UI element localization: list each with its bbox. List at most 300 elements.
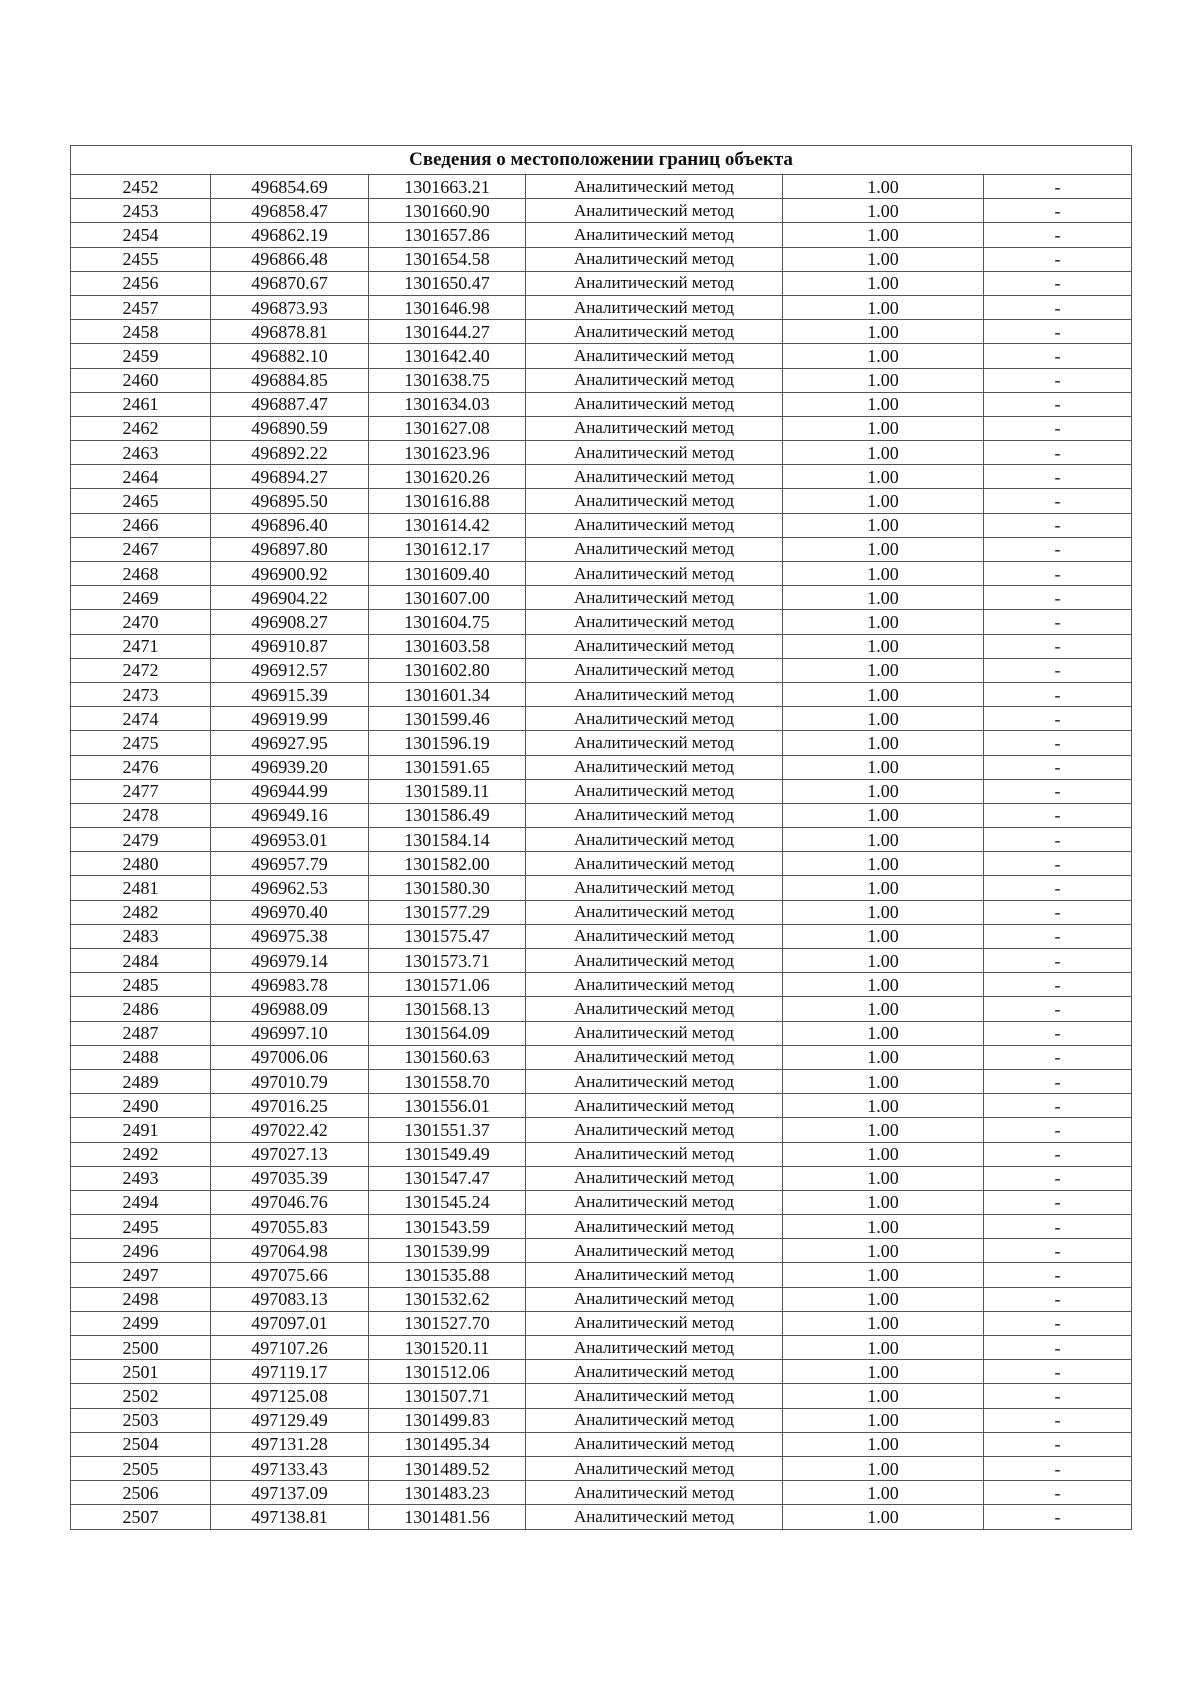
y-coordinate-cell: 1301571.06 xyxy=(369,973,526,997)
precision-cell: 1.00 xyxy=(783,1094,984,1118)
method-cell: Аналитический метод xyxy=(526,1215,783,1239)
y-coordinate-cell: 1301584.14 xyxy=(369,828,526,852)
precision-cell: 1.00 xyxy=(783,755,984,779)
point-number-cell: 2497 xyxy=(71,1263,211,1287)
x-coordinate-cell: 496895.50 xyxy=(211,489,369,513)
description-cell: - xyxy=(984,1166,1132,1190)
table-row xyxy=(71,876,1132,900)
precision-cell: 1.00 xyxy=(783,271,984,295)
table-row xyxy=(71,924,1132,948)
description-cell: - xyxy=(984,1456,1132,1480)
x-coordinate-cell: 496904.22 xyxy=(211,586,369,610)
description-cell: - xyxy=(984,828,1132,852)
y-coordinate-cell: 1301547.47 xyxy=(369,1166,526,1190)
method-cell: Аналитический метод xyxy=(526,199,783,223)
method-cell: Аналитический метод xyxy=(526,1045,783,1069)
precision-cell: 1.00 xyxy=(783,803,984,827)
precision-cell: 1.00 xyxy=(783,1336,984,1360)
point-number-cell: 2506 xyxy=(71,1481,211,1505)
y-coordinate-cell: 1301642.40 xyxy=(369,344,526,368)
precision-cell: 1.00 xyxy=(783,900,984,924)
table-row xyxy=(71,175,1132,199)
description-cell: - xyxy=(984,731,1132,755)
precision-cell: 1.00 xyxy=(783,416,984,440)
x-coordinate-cell: 496900.92 xyxy=(211,562,369,586)
x-coordinate-cell: 496983.78 xyxy=(211,973,369,997)
method-cell: Аналитический метод xyxy=(526,1432,783,1456)
description-cell: - xyxy=(984,199,1132,223)
description-cell: - xyxy=(984,658,1132,682)
x-coordinate-cell: 497075.66 xyxy=(211,1263,369,1287)
precision-cell: 1.00 xyxy=(783,1190,984,1214)
method-cell: Аналитический метод xyxy=(526,900,783,924)
precision-cell: 1.00 xyxy=(783,924,984,948)
point-number-cell: 2487 xyxy=(71,1021,211,1045)
description-cell: - xyxy=(984,368,1132,392)
y-coordinate-cell: 1301627.08 xyxy=(369,416,526,440)
method-cell: Аналитический метод xyxy=(526,295,783,319)
description-cell: - xyxy=(984,1190,1132,1214)
method-cell: Аналитический метод xyxy=(526,247,783,271)
y-coordinate-cell: 1301599.46 xyxy=(369,707,526,731)
point-number-cell: 2472 xyxy=(71,658,211,682)
method-cell: Аналитический метод xyxy=(526,1166,783,1190)
table-row xyxy=(71,634,1132,658)
table-row xyxy=(71,852,1132,876)
method-cell: Аналитический метод xyxy=(526,271,783,295)
table-row xyxy=(71,803,1132,827)
y-coordinate-cell: 1301586.49 xyxy=(369,803,526,827)
description-cell: - xyxy=(984,1287,1132,1311)
precision-cell: 1.00 xyxy=(783,465,984,489)
point-number-cell: 2473 xyxy=(71,682,211,706)
point-number-cell: 2491 xyxy=(71,1118,211,1142)
point-number-cell: 2463 xyxy=(71,441,211,465)
description-cell: - xyxy=(984,610,1132,634)
point-number-cell: 2493 xyxy=(71,1166,211,1190)
description-cell: - xyxy=(984,295,1132,319)
x-coordinate-cell: 496873.93 xyxy=(211,295,369,319)
description-cell: - xyxy=(984,392,1132,416)
method-cell: Аналитический метод xyxy=(526,392,783,416)
method-cell: Аналитический метод xyxy=(526,562,783,586)
y-coordinate-cell: 1301560.63 xyxy=(369,1045,526,1069)
table-row xyxy=(71,223,1132,247)
table-row xyxy=(71,610,1132,634)
precision-cell: 1.00 xyxy=(783,610,984,634)
point-number-cell: 2495 xyxy=(71,1215,211,1239)
method-cell: Аналитический метод xyxy=(526,779,783,803)
description-cell: - xyxy=(984,973,1132,997)
point-number-cell: 2489 xyxy=(71,1069,211,1093)
point-number-cell: 2500 xyxy=(71,1336,211,1360)
description-cell: - xyxy=(984,707,1132,731)
x-coordinate-cell: 496890.59 xyxy=(211,416,369,440)
description-cell: - xyxy=(984,1045,1132,1069)
table-row xyxy=(71,562,1132,586)
x-coordinate-cell: 496944.99 xyxy=(211,779,369,803)
table-row xyxy=(71,465,1132,489)
x-coordinate-cell: 497035.39 xyxy=(211,1166,369,1190)
table-row xyxy=(71,271,1132,295)
x-coordinate-cell: 497097.01 xyxy=(211,1311,369,1335)
y-coordinate-cell: 1301620.26 xyxy=(369,465,526,489)
point-number-cell: 2453 xyxy=(71,199,211,223)
point-number-cell: 2466 xyxy=(71,513,211,537)
y-coordinate-cell: 1301499.83 xyxy=(369,1408,526,1432)
y-coordinate-cell: 1301654.58 xyxy=(369,247,526,271)
y-coordinate-cell: 1301616.88 xyxy=(369,489,526,513)
method-cell: Аналитический метод xyxy=(526,828,783,852)
description-cell: - xyxy=(984,1408,1132,1432)
description-cell: - xyxy=(984,1118,1132,1142)
point-number-cell: 2477 xyxy=(71,779,211,803)
x-coordinate-cell: 496894.27 xyxy=(211,465,369,489)
precision-cell: 1.00 xyxy=(783,828,984,852)
description-cell: - xyxy=(984,247,1132,271)
method-cell: Аналитический метод xyxy=(526,465,783,489)
method-cell: Аналитический метод xyxy=(526,1336,783,1360)
precision-cell: 1.00 xyxy=(783,368,984,392)
table-row xyxy=(71,731,1132,755)
precision-cell: 1.00 xyxy=(783,634,984,658)
point-number-cell: 2503 xyxy=(71,1408,211,1432)
y-coordinate-cell: 1301483.23 xyxy=(369,1481,526,1505)
method-cell: Аналитический метод xyxy=(526,610,783,634)
point-number-cell: 2485 xyxy=(71,973,211,997)
table-row xyxy=(71,900,1132,924)
method-cell: Аналитический метод xyxy=(526,1360,783,1384)
table-title-row xyxy=(71,146,1132,175)
method-cell: Аналитический метод xyxy=(526,1263,783,1287)
table-row xyxy=(71,513,1132,537)
point-number-cell: 2505 xyxy=(71,1456,211,1480)
precision-cell: 1.00 xyxy=(783,1360,984,1384)
table-row xyxy=(71,1215,1132,1239)
x-coordinate-cell: 497131.28 xyxy=(211,1432,369,1456)
table-row xyxy=(71,199,1132,223)
method-cell: Аналитический метод xyxy=(526,489,783,513)
x-coordinate-cell: 497125.08 xyxy=(211,1384,369,1408)
x-coordinate-cell: 496997.10 xyxy=(211,1021,369,1045)
table-row xyxy=(71,1481,1132,1505)
table-row xyxy=(71,1311,1132,1335)
table-row xyxy=(71,489,1132,513)
x-coordinate-cell: 496882.10 xyxy=(211,344,369,368)
point-number-cell: 2480 xyxy=(71,852,211,876)
point-number-cell: 2482 xyxy=(71,900,211,924)
x-coordinate-cell: 496897.80 xyxy=(211,537,369,561)
point-number-cell: 2458 xyxy=(71,320,211,344)
method-cell: Аналитический метод xyxy=(526,682,783,706)
table-body xyxy=(71,175,1132,1530)
table-row xyxy=(71,1094,1132,1118)
precision-cell: 1.00 xyxy=(783,586,984,610)
x-coordinate-cell: 496878.81 xyxy=(211,320,369,344)
method-cell: Аналитический метод xyxy=(526,416,783,440)
y-coordinate-cell: 1301527.70 xyxy=(369,1311,526,1335)
x-coordinate-cell: 496854.69 xyxy=(211,175,369,199)
y-coordinate-cell: 1301657.86 xyxy=(369,223,526,247)
description-cell: - xyxy=(984,320,1132,344)
precision-cell: 1.00 xyxy=(783,997,984,1021)
precision-cell: 1.00 xyxy=(783,295,984,319)
precision-cell: 1.00 xyxy=(783,1311,984,1335)
precision-cell: 1.00 xyxy=(783,1215,984,1239)
y-coordinate-cell: 1301495.34 xyxy=(369,1432,526,1456)
description-cell: - xyxy=(984,344,1132,368)
table-row xyxy=(71,344,1132,368)
precision-cell: 1.00 xyxy=(783,1287,984,1311)
table-row xyxy=(71,658,1132,682)
y-coordinate-cell: 1301614.42 xyxy=(369,513,526,537)
table-row xyxy=(71,368,1132,392)
precision-cell: 1.00 xyxy=(783,1045,984,1069)
method-cell: Аналитический метод xyxy=(526,803,783,827)
point-number-cell: 2464 xyxy=(71,465,211,489)
y-coordinate-cell: 1301580.30 xyxy=(369,876,526,900)
description-cell: - xyxy=(984,876,1132,900)
method-cell: Аналитический метод xyxy=(526,1287,783,1311)
description-cell: - xyxy=(984,803,1132,827)
table-row xyxy=(71,682,1132,706)
precision-cell: 1.00 xyxy=(783,779,984,803)
y-coordinate-cell: 1301612.17 xyxy=(369,537,526,561)
x-coordinate-cell: 496957.79 xyxy=(211,852,369,876)
table-row xyxy=(71,295,1132,319)
method-cell: Аналитический метод xyxy=(526,1408,783,1432)
y-coordinate-cell: 1301602.80 xyxy=(369,658,526,682)
y-coordinate-cell: 1301577.29 xyxy=(369,900,526,924)
description-cell: - xyxy=(984,949,1132,973)
method-cell: Аналитический метод xyxy=(526,973,783,997)
description-cell: - xyxy=(984,1384,1132,1408)
x-coordinate-cell: 496887.47 xyxy=(211,392,369,416)
x-coordinate-cell: 496988.09 xyxy=(211,997,369,1021)
description-cell: - xyxy=(984,1239,1132,1263)
table-row xyxy=(71,1505,1132,1529)
point-number-cell: 2478 xyxy=(71,803,211,827)
description-cell: - xyxy=(984,997,1132,1021)
method-cell: Аналитический метод xyxy=(526,1118,783,1142)
point-number-cell: 2465 xyxy=(71,489,211,513)
y-coordinate-cell: 1301623.96 xyxy=(369,441,526,465)
table-row xyxy=(71,1045,1132,1069)
x-coordinate-cell: 497107.26 xyxy=(211,1336,369,1360)
x-coordinate-cell: 496975.38 xyxy=(211,924,369,948)
x-coordinate-cell: 496915.39 xyxy=(211,682,369,706)
method-cell: Аналитический метод xyxy=(526,731,783,755)
method-cell: Аналитический метод xyxy=(526,707,783,731)
x-coordinate-cell: 496953.01 xyxy=(211,828,369,852)
method-cell: Аналитический метод xyxy=(526,175,783,199)
point-number-cell: 2507 xyxy=(71,1505,211,1529)
table-row xyxy=(71,949,1132,973)
point-number-cell: 2467 xyxy=(71,537,211,561)
table-row xyxy=(71,1263,1132,1287)
y-coordinate-cell: 1301596.19 xyxy=(369,731,526,755)
table-row xyxy=(71,1360,1132,1384)
precision-cell: 1.00 xyxy=(783,1384,984,1408)
description-cell: - xyxy=(984,489,1132,513)
x-coordinate-cell: 496979.14 xyxy=(211,949,369,973)
description-cell: - xyxy=(984,900,1132,924)
table-row xyxy=(71,1287,1132,1311)
x-coordinate-cell: 497064.98 xyxy=(211,1239,369,1263)
y-coordinate-cell: 1301607.00 xyxy=(369,586,526,610)
y-coordinate-cell: 1301644.27 xyxy=(369,320,526,344)
description-cell: - xyxy=(984,634,1132,658)
x-coordinate-cell: 497010.79 xyxy=(211,1069,369,1093)
method-cell: Аналитический метод xyxy=(526,1481,783,1505)
point-number-cell: 2496 xyxy=(71,1239,211,1263)
method-cell: Аналитический метод xyxy=(526,1505,783,1529)
y-coordinate-cell: 1301589.11 xyxy=(369,779,526,803)
precision-cell: 1.00 xyxy=(783,1408,984,1432)
y-coordinate-cell: 1301591.65 xyxy=(369,755,526,779)
precision-cell: 1.00 xyxy=(783,537,984,561)
precision-cell: 1.00 xyxy=(783,1142,984,1166)
description-cell: - xyxy=(984,755,1132,779)
table-row xyxy=(71,441,1132,465)
method-cell: Аналитический метод xyxy=(526,368,783,392)
point-number-cell: 2468 xyxy=(71,562,211,586)
precision-cell: 1.00 xyxy=(783,1069,984,1093)
precision-cell: 1.00 xyxy=(783,344,984,368)
point-number-cell: 2504 xyxy=(71,1432,211,1456)
precision-cell: 1.00 xyxy=(783,199,984,223)
precision-cell: 1.00 xyxy=(783,852,984,876)
table-row xyxy=(71,320,1132,344)
description-cell: - xyxy=(984,852,1132,876)
description-cell: - xyxy=(984,1094,1132,1118)
precision-cell: 1.00 xyxy=(783,489,984,513)
y-coordinate-cell: 1301568.13 xyxy=(369,997,526,1021)
point-number-cell: 2459 xyxy=(71,344,211,368)
y-coordinate-cell: 1301507.71 xyxy=(369,1384,526,1408)
precision-cell: 1.00 xyxy=(783,949,984,973)
table-row xyxy=(71,416,1132,440)
x-coordinate-cell: 497138.81 xyxy=(211,1505,369,1529)
description-cell: - xyxy=(984,271,1132,295)
y-coordinate-cell: 1301543.59 xyxy=(369,1215,526,1239)
description-cell: - xyxy=(984,1505,1132,1529)
x-coordinate-cell: 496884.85 xyxy=(211,368,369,392)
y-coordinate-cell: 1301539.99 xyxy=(369,1239,526,1263)
point-number-cell: 2475 xyxy=(71,731,211,755)
y-coordinate-cell: 1301575.47 xyxy=(369,924,526,948)
description-cell: - xyxy=(984,223,1132,247)
x-coordinate-cell: 497129.49 xyxy=(211,1408,369,1432)
x-coordinate-cell: 497027.13 xyxy=(211,1142,369,1166)
x-coordinate-cell: 496927.95 xyxy=(211,731,369,755)
point-number-cell: 2483 xyxy=(71,924,211,948)
precision-cell: 1.00 xyxy=(783,876,984,900)
x-coordinate-cell: 497006.06 xyxy=(211,1045,369,1069)
table-row xyxy=(71,1456,1132,1480)
method-cell: Аналитический метод xyxy=(526,658,783,682)
table-row xyxy=(71,1118,1132,1142)
x-coordinate-cell: 496866.48 xyxy=(211,247,369,271)
x-coordinate-cell: 496896.40 xyxy=(211,513,369,537)
y-coordinate-cell: 1301556.01 xyxy=(369,1094,526,1118)
method-cell: Аналитический метод xyxy=(526,1094,783,1118)
description-cell: - xyxy=(984,537,1132,561)
method-cell: Аналитический метод xyxy=(526,1456,783,1480)
x-coordinate-cell: 496908.27 xyxy=(211,610,369,634)
point-number-cell: 2452 xyxy=(71,175,211,199)
table-row xyxy=(71,1384,1132,1408)
table-row xyxy=(71,247,1132,271)
precision-cell: 1.00 xyxy=(783,223,984,247)
method-cell: Аналитический метод xyxy=(526,223,783,247)
precision-cell: 1.00 xyxy=(783,1239,984,1263)
method-cell: Аналитический метод xyxy=(526,1190,783,1214)
description-cell: - xyxy=(984,513,1132,537)
x-coordinate-cell: 496939.20 xyxy=(211,755,369,779)
method-cell: Аналитический метод xyxy=(526,949,783,973)
point-number-cell: 2471 xyxy=(71,634,211,658)
point-number-cell: 2498 xyxy=(71,1287,211,1311)
method-cell: Аналитический метод xyxy=(526,634,783,658)
precision-cell: 1.00 xyxy=(783,1166,984,1190)
description-cell: - xyxy=(984,924,1132,948)
table-row xyxy=(71,1021,1132,1045)
description-cell: - xyxy=(984,175,1132,199)
precision-cell: 1.00 xyxy=(783,658,984,682)
table-row xyxy=(71,1190,1132,1214)
y-coordinate-cell: 1301481.56 xyxy=(369,1505,526,1529)
precision-cell: 1.00 xyxy=(783,562,984,586)
precision-cell: 1.00 xyxy=(783,1505,984,1529)
description-cell: - xyxy=(984,1215,1132,1239)
table-row xyxy=(71,1336,1132,1360)
table-row xyxy=(71,779,1132,803)
description-cell: - xyxy=(984,562,1132,586)
x-coordinate-cell: 497133.43 xyxy=(211,1456,369,1480)
x-coordinate-cell: 496970.40 xyxy=(211,900,369,924)
point-number-cell: 2492 xyxy=(71,1142,211,1166)
point-number-cell: 2476 xyxy=(71,755,211,779)
y-coordinate-cell: 1301535.88 xyxy=(369,1263,526,1287)
precision-cell: 1.00 xyxy=(783,731,984,755)
description-cell: - xyxy=(984,1360,1132,1384)
precision-cell: 1.00 xyxy=(783,1456,984,1480)
point-number-cell: 2501 xyxy=(71,1360,211,1384)
method-cell: Аналитический метод xyxy=(526,876,783,900)
precision-cell: 1.00 xyxy=(783,392,984,416)
point-number-cell: 2469 xyxy=(71,586,211,610)
table-row xyxy=(71,1408,1132,1432)
y-coordinate-cell: 1301558.70 xyxy=(369,1069,526,1093)
method-cell: Аналитический метод xyxy=(526,1384,783,1408)
table-row xyxy=(71,537,1132,561)
point-number-cell: 2470 xyxy=(71,610,211,634)
table-row xyxy=(71,997,1132,1021)
point-number-cell: 2461 xyxy=(71,392,211,416)
method-cell: Аналитический метод xyxy=(526,997,783,1021)
point-number-cell: 2484 xyxy=(71,949,211,973)
table-row xyxy=(71,1432,1132,1456)
description-cell: - xyxy=(984,1021,1132,1045)
y-coordinate-cell: 1301582.00 xyxy=(369,852,526,876)
precision-cell: 1.00 xyxy=(783,1118,984,1142)
point-number-cell: 2456 xyxy=(71,271,211,295)
precision-cell: 1.00 xyxy=(783,707,984,731)
table-row xyxy=(71,1239,1132,1263)
table-row xyxy=(71,586,1132,610)
x-coordinate-cell: 496892.22 xyxy=(211,441,369,465)
